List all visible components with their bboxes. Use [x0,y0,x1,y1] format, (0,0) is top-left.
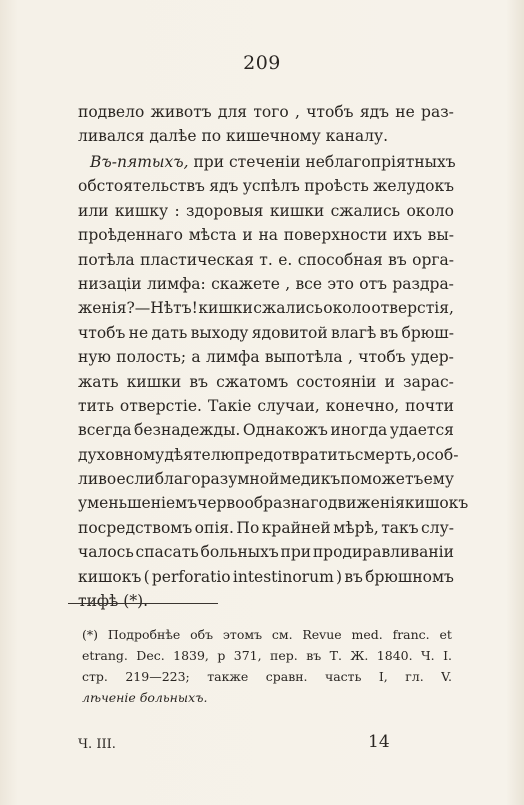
word: проѣсть [304,177,369,196]
word: смерть, [354,445,417,464]
word: полость; [116,348,187,367]
word: е. [278,250,293,269]
word: потѣла [78,250,135,269]
word: состояніи [296,372,377,391]
word: орга- [412,250,454,269]
word: кишки [126,372,182,391]
line-text: тифѣ (*). [78,592,149,611]
word: больныхъ [200,543,279,562]
word: уменьшеніемъ [78,494,198,513]
word: обстоятельствъ [78,177,205,196]
word: Revue [302,627,342,642]
text-line [78,565,454,589]
word: крайней [261,518,331,537]
word: сжатомъ [216,372,289,391]
word: конечно, [325,396,400,415]
word: см. [271,627,293,642]
text-line [78,589,454,613]
word: Ч. [421,648,435,663]
word: случаи, [257,396,320,415]
word: низаціи [78,274,142,293]
word: кишки [198,299,253,318]
word: раздра- [392,274,454,293]
word: посредствомъ [78,518,193,537]
text-line [78,100,454,124]
word: предотвратить [234,445,355,464]
text-line [78,370,454,394]
word: Однакожъ [242,421,328,440]
word: гл. [405,669,424,684]
word: Подробнѣе [107,627,181,642]
footnote-line [82,687,452,708]
word: franc. [392,627,430,642]
paragraph-2 [78,150,469,613]
word: лимфа [205,348,260,367]
line-text: ливался далѣе по кишечному каналу. [78,127,389,146]
word: въ [344,567,363,586]
footnote-line [82,624,452,645]
word: почти [405,396,454,415]
word: perforatio [151,567,231,586]
word: зарас- [403,372,454,391]
word: стр. [82,669,108,684]
text-line [78,199,454,223]
word: при [280,543,312,562]
word: а [191,348,201,367]
text-line [78,540,454,564]
word: въ [388,250,407,269]
word: Ж. [350,648,369,663]
word: кишокъ [404,494,469,513]
word: ихъ [393,226,422,245]
word: ядовитой [251,323,328,342]
word: выходу [190,323,249,342]
word: med. [351,627,383,642]
word: подвело [78,103,145,121]
text-line [78,443,459,467]
word: ную [78,348,111,367]
word: брюшномъ [365,567,454,586]
signature-number: 14 [368,732,390,752]
word: чтобъ [358,348,406,367]
word: безнадежды. [134,421,241,440]
word: дать [151,323,188,342]
word: По [236,518,260,537]
word: ядъ [359,103,389,121]
word: удер- [410,348,454,367]
footnote-line [82,666,452,687]
text-line [78,491,469,515]
text-line [78,296,454,320]
word: 371, [233,648,262,663]
word: дѣятелю [164,445,235,464]
word: въ [189,372,208,391]
text-line [78,223,454,247]
word: въ [379,323,399,342]
word: такъ [381,518,419,537]
word: удается [389,421,454,440]
text-line [78,418,454,442]
page-number: 209 [243,52,281,74]
word: тить [78,396,114,415]
word: поверхности [283,226,388,245]
word: успѣлъ [242,177,300,196]
word: 1839, [173,648,209,663]
word: спасать [135,543,199,562]
text-line [78,516,454,540]
text-line [78,124,454,148]
word: все [295,274,323,293]
word: вы- [427,226,454,245]
lead-italic: Въ-пятыхъ, [90,153,189,171]
word: около [323,299,371,318]
text-line [78,467,454,491]
word: благоразумной [154,470,280,489]
word: V. [441,669,452,684]
word: отъ [359,274,388,293]
word: ему [423,470,454,489]
word: объ [190,627,214,642]
word: пер. [270,648,298,663]
word: слу- [421,518,454,537]
word: если [116,470,155,489]
word: Dec. [136,648,165,663]
text-line [78,321,454,345]
text-line [78,272,454,296]
word: медикъ [279,470,341,489]
word: intestinorum [232,567,334,586]
word: это [327,274,354,293]
word: и [242,226,253,245]
word: сравн. [265,669,308,684]
word: чтобъ [306,103,354,121]
word: Т. [329,648,342,663]
word: брюш- [401,323,454,342]
word: отверстія, [371,299,454,318]
word: I, [378,669,388,684]
word: жать [78,372,119,391]
word: также [207,669,249,684]
word: около [406,201,454,220]
word: опія. [194,518,234,537]
word: и [384,372,395,391]
word: , [285,274,291,293]
footnote-divider [68,603,218,604]
footnote [82,624,452,708]
word: выпотѣла [264,348,343,367]
word: червообразнаго [197,494,328,513]
text-line [78,345,454,369]
text-line [78,248,454,272]
word: кишокъ [78,567,142,586]
word: , [294,103,300,121]
word: ) [336,567,343,586]
word: желудокъ [373,177,454,196]
word: въ [306,648,322,663]
text-line [78,150,454,174]
footnote-italic: лѣченіе больныхъ. [82,690,208,705]
word: лимфа: [146,274,206,293]
word: всегда [78,421,132,440]
word: для [217,103,248,121]
word: сжались [330,201,401,220]
word: т. [259,250,273,269]
word: не [395,103,415,121]
word: способная [297,250,383,269]
word: ( [143,567,150,586]
word: не [128,323,149,342]
word: скажете [211,274,280,293]
word: et [439,627,452,642]
word: продиравливаніи [312,543,454,562]
word: отверстіе. [119,396,202,415]
line-text: при стеченіи неблагопріятныхъ [193,153,456,171]
word: p [217,648,226,663]
word: на [258,226,279,245]
word: проѣденнаго [78,226,184,245]
word: etrang. [82,648,128,663]
word: , [347,348,353,367]
text-line [78,174,454,198]
text-line [78,394,454,418]
word: здоровыя [186,201,264,220]
word: : [174,201,180,220]
word: духовному [78,445,165,464]
word: движенія [327,494,405,513]
word: раз- [421,103,454,121]
word: кишку [114,201,169,220]
word: или [78,201,109,220]
word: пластическая [140,250,254,269]
word: того [253,103,289,121]
signature-mark: Ч. III. [78,737,116,752]
word: (*) [82,627,99,642]
word: иногда [330,421,388,440]
word: 219—223; [125,669,190,684]
word: женія?—Нѣтъ! [78,299,198,318]
word: I. [443,648,452,663]
word: поможетъ [340,470,424,489]
word: мѣста [188,226,237,245]
word: особ- [416,445,459,464]
word: сжались [253,299,323,318]
word: чтобъ [78,323,126,342]
word: 1840. [376,648,413,663]
paragraph-1 [78,100,454,149]
word: ядъ [209,177,239,196]
footnote-line [82,645,452,666]
word: Такіе [207,396,252,415]
word: влагѣ [331,323,377,342]
word: ливо [78,470,117,489]
word: мѣрѣ, [333,518,379,537]
word: часть [324,669,362,684]
word: животъ [150,103,212,121]
word: чалось [78,543,134,562]
word: кишки [269,201,325,220]
word: этомъ [222,627,263,642]
